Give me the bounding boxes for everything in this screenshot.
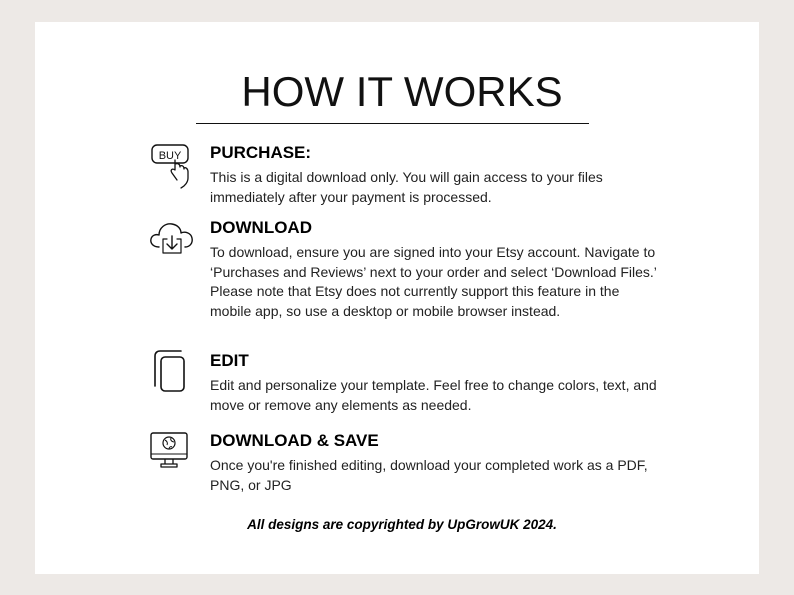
step-heading: DOWNLOAD	[210, 218, 312, 237]
info-card	[35, 22, 759, 574]
step-heading: EDIT	[210, 351, 249, 370]
copyright-notice: All designs are copyrighted by UpGrowUK 2024.	[247, 517, 557, 532]
step-heading: DOWNLOAD & SAVE	[210, 431, 379, 450]
step-description: Once you're finished editing, download your completed work as a PDF, PNG, or JPG	[210, 457, 648, 493]
copy-documents-icon	[147, 350, 197, 400]
cloud-download-icon	[147, 217, 197, 267]
page-title: HOW IT WORKS	[241, 68, 563, 115]
step-description: To download, ensure you are signed into your Etsy account. Navigate to ‘Purchases and Reviews’ next to your order and select ‘Download Files.’ Please note that Etsy does not currently support this feature in the mobile app, so use a desktop or mobile browser instead.	[210, 244, 657, 319]
monitor-globe-icon	[147, 430, 197, 480]
step-description: This is a digital download only. You will gain access to your files immediately after your payment is processed.	[210, 169, 603, 205]
buy-label: BUY	[158, 150, 182, 162]
step-description: Edit and personalize your template. Feel free to change colors, text, and move or remove any elements as needed.	[210, 377, 657, 413]
title-divider	[196, 123, 589, 124]
step-heading: PURCHASE:	[210, 143, 312, 162]
buy-button-hand-icon	[147, 142, 197, 192]
